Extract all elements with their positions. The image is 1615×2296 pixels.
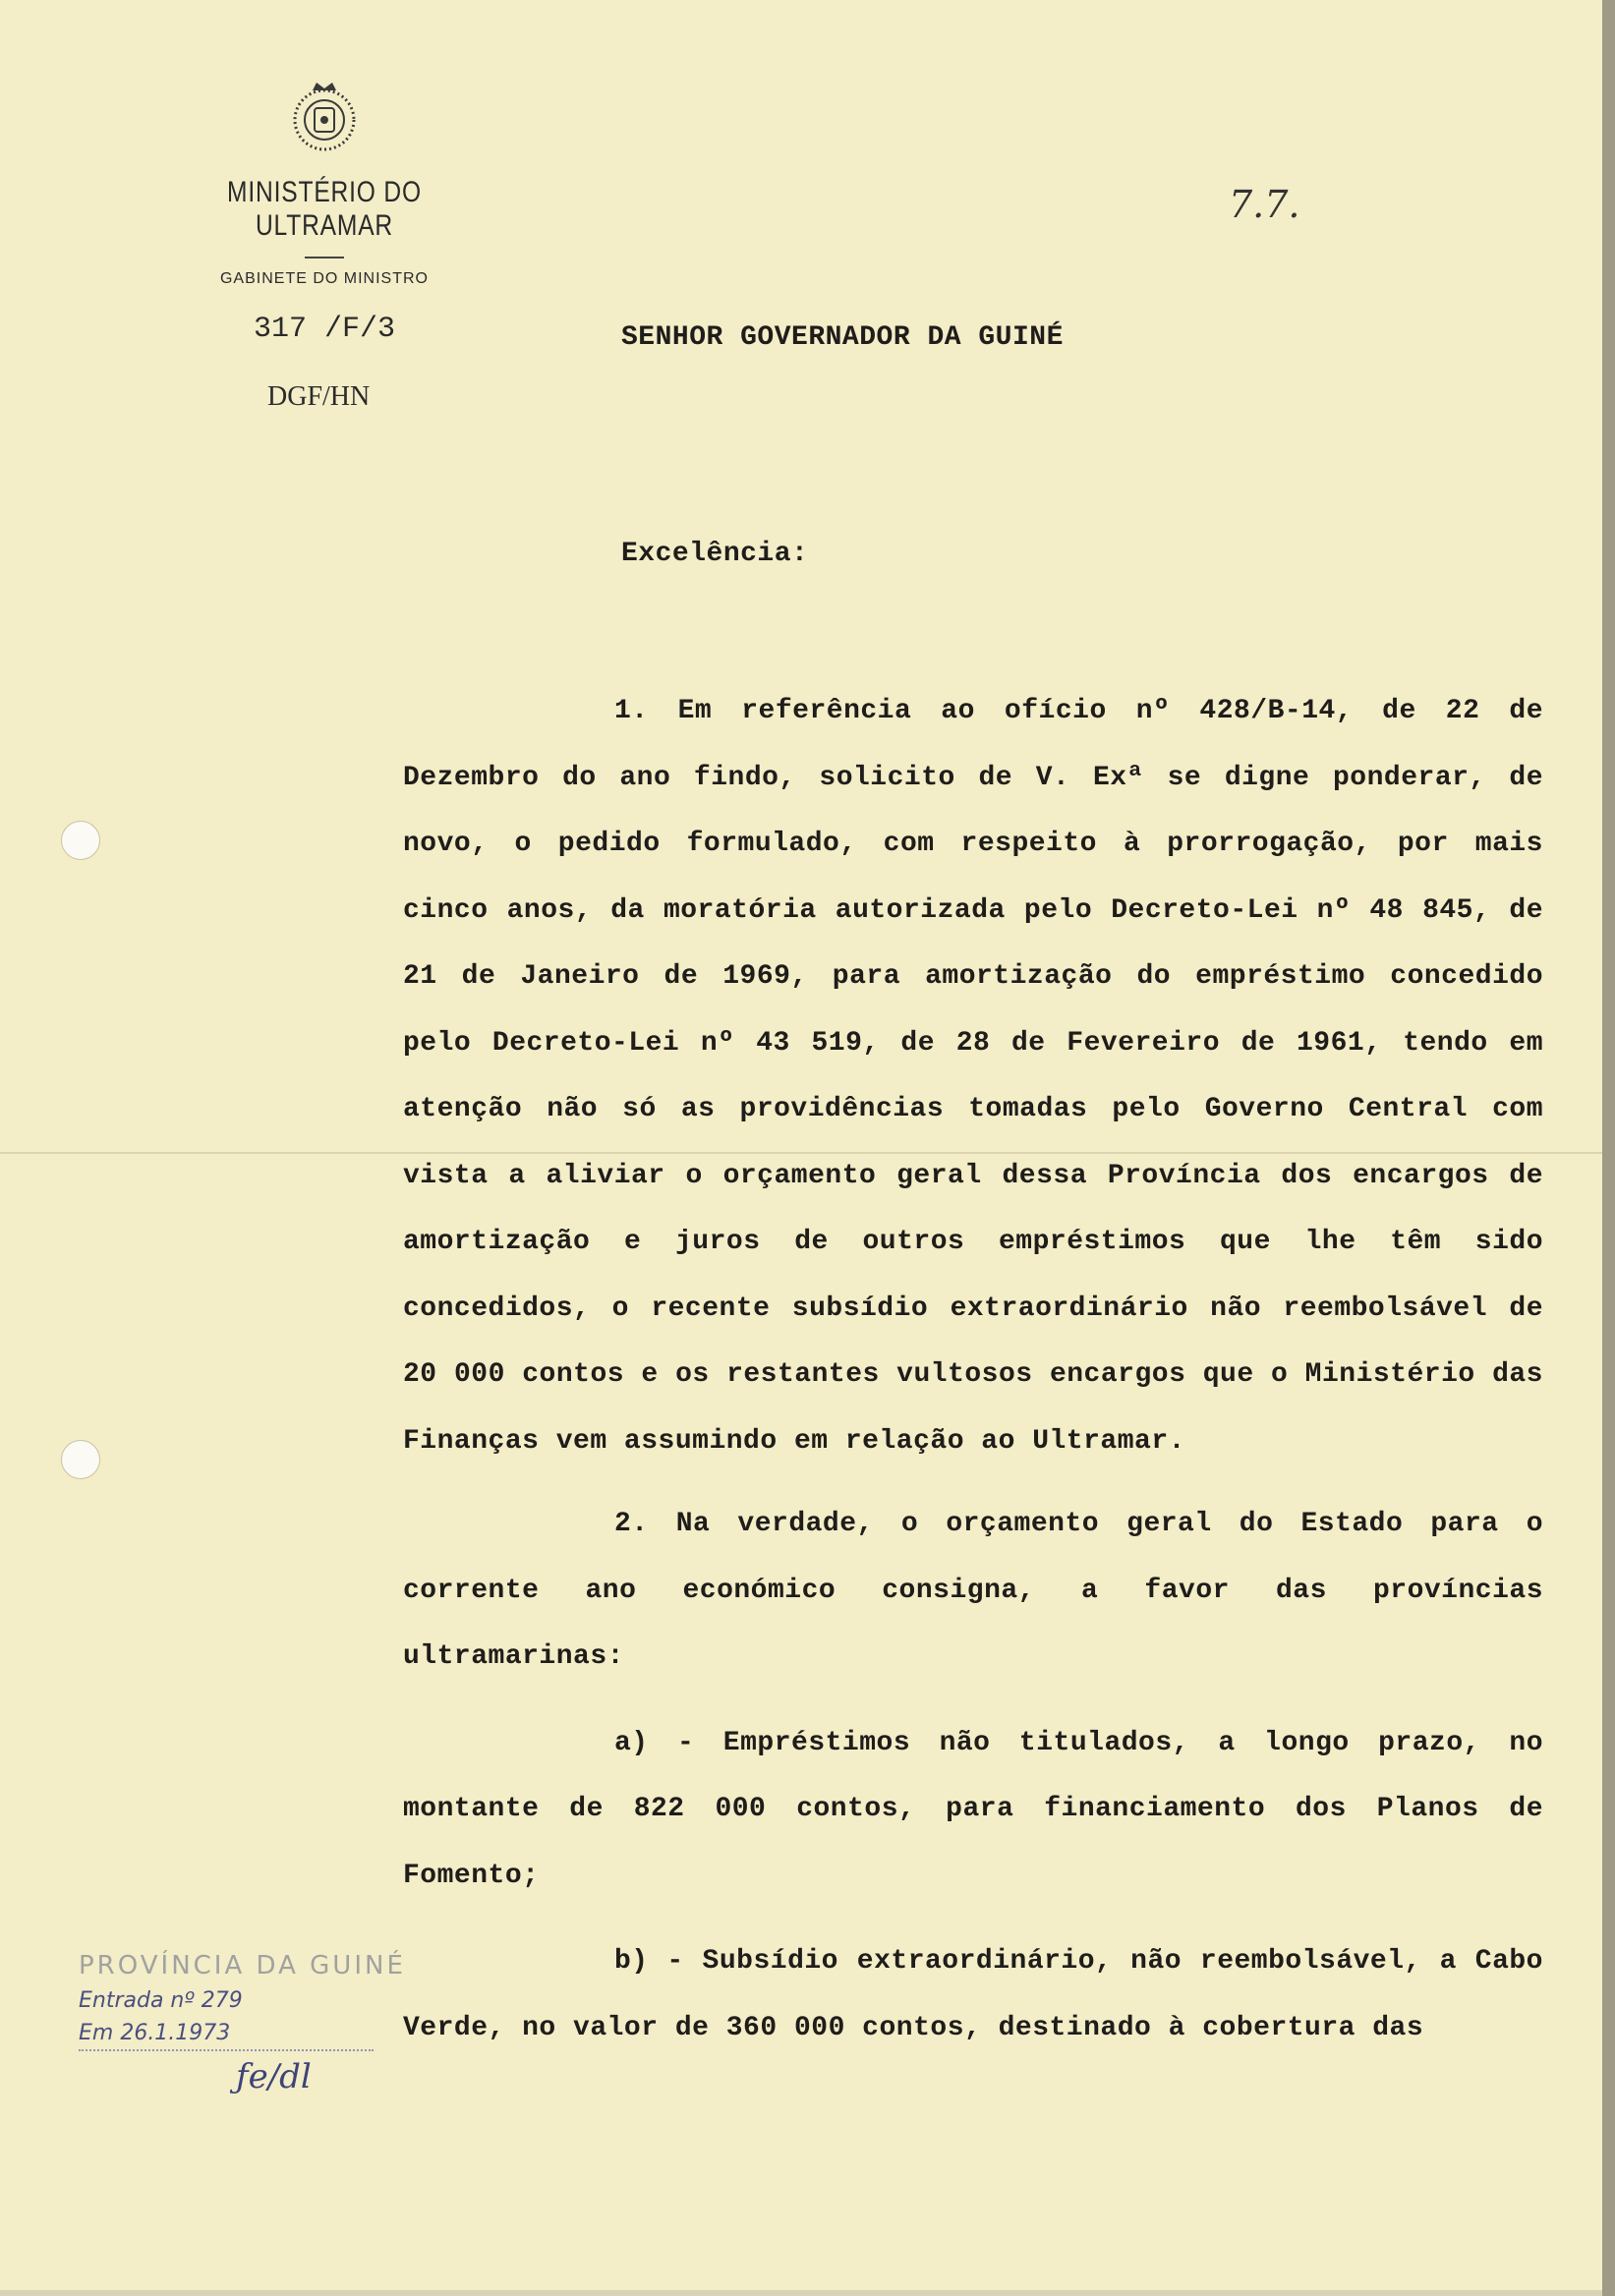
paragraph-1: 1. Em referência ao ofício nº 428/B-14, de 22 de Dezembro do ano findo, solicito de V. Exª se digne ponderar, de novo, o pedido formulado, com respeito à prorrogação, por mais cinco anos, da moratória autorizada pelo Decreto-Lei nº 48 845, de 21 de Janeiro de 1969, para amortização do empréstimo concedido pelo Decreto-Lei nº 43 519, de 28 de Fevereiro de 1961, tendo em atenção não só as providências tomadas pelo Governo Central com vista a aliviar o orçamento geral dessa Província dos encargos de amortização e juros de outros empréstimos que lhe têm sido concedidos, o recente subsídio extraordinário não reembolsável de 20 000 contos e os restantes vultosos encargos que o Ministério das Finanças vem assumindo em relação ao Ultramar. [403, 696, 1543, 1457]
coat-of-arms-icon [285, 79, 364, 157]
handwritten-page-mark: 7.7. [1229, 183, 1300, 226]
stamp-date: Em 26.1.1973 [79, 2021, 231, 2045]
letterhead [157, 79, 491, 288]
reference-number: 317 /F/3 [254, 313, 396, 346]
punch-hole-bottom [61, 1440, 100, 1479]
receipt-stamp [79, 1951, 433, 2096]
page-edge [1602, 0, 1615, 2296]
addressee: SENHOR GOVERNADOR DA GUINÉ [621, 322, 1064, 353]
paragraph-2: 2. Na verdade, o orçamento geral do Estado para o corrente ano económico consigna, a favor das províncias ultramarinas: [403, 1509, 1543, 1672]
paragraph-3: a) - Empréstimos não titulados, a longo prazo, no montante de 822 000 contos, para financiamento dos Planos de Fomento; [403, 1727, 1543, 1891]
stamp-entry-number: Entrada nº 279 [79, 1988, 243, 2013]
letter-body [403, 678, 1543, 2061]
punch-hole-top [61, 821, 100, 860]
paragraph-4: b) - Subsídio extraordinário, não reembolsável, a Cabo Verde, no valor de 360 000 contos, destinado à cobertura das [403, 1946, 1543, 2043]
stamp-province: PROVÍNCIA DA GUINÉ [79, 1951, 406, 1980]
salutation: Excelência: [621, 539, 809, 569]
reference-department: DGF/HN [267, 381, 371, 412]
letterhead-divider [305, 257, 344, 258]
stamp-dotted-line [79, 2049, 374, 2051]
cabinet-name: GABINETE DO MINISTRO [219, 270, 429, 287]
stamp-signature: ƒe/dl [236, 2057, 312, 2096]
ministry-name: MINISTÉRIO DO ULTRAMAR [227, 176, 422, 242]
